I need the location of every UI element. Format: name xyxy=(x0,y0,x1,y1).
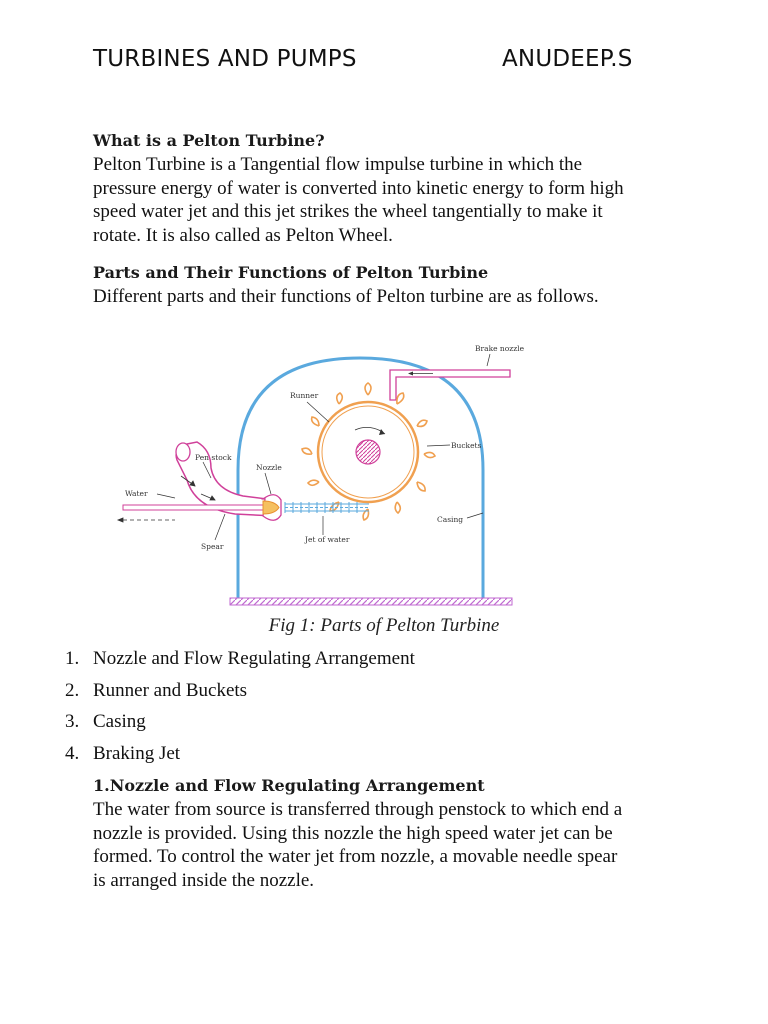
water-jet xyxy=(285,502,369,513)
section-heading-nozzle: 1.Nozzle and Flow Regulating Arrangement xyxy=(93,776,485,795)
label-water: Water xyxy=(125,489,148,498)
intro-line-4: rotate. It is also called as Pelton Wheel. xyxy=(93,224,393,246)
list-item-number: 3. xyxy=(65,711,80,732)
list-item-number: 1. xyxy=(65,648,80,669)
label-casing: Casing xyxy=(437,515,464,524)
nozzle-line-1: The water from source is transferred through penstock to which end a xyxy=(93,799,623,820)
intro-line-3: speed water jet and this jet strikes the wheel tangentially to make it xyxy=(93,201,603,222)
list-item xyxy=(65,742,415,774)
list-item xyxy=(65,710,415,742)
label-pen-stock: Pen stock xyxy=(195,453,232,462)
figure-caption: Fig 1: Parts of Pelton Turbine xyxy=(268,615,500,636)
label-brake-nozzle: Brake nozzle xyxy=(475,344,525,353)
label-jet-of-water: Jet of water xyxy=(305,535,350,544)
intro-line-1: Pelton Turbine is a Tangential flow impulse turbine in which the xyxy=(93,154,583,175)
list-item-label: Casing xyxy=(93,711,146,732)
label-nozzle: Nozzle xyxy=(256,463,282,472)
label-buckets: Buckets xyxy=(451,441,482,450)
list-item xyxy=(65,679,415,711)
section-heading-what-is: What is a Pelton Turbine? xyxy=(93,131,325,150)
nozzle-line-3: formed. To control the water jet from nozzle, a movable needle spear xyxy=(93,846,618,867)
header-author: ANUDEEP.S xyxy=(502,46,633,72)
section-heading-parts: Parts and Their Functions of Pelton Turbine xyxy=(93,263,489,282)
base-plate xyxy=(230,598,512,605)
spear-rod xyxy=(123,505,273,510)
list-item-label: Runner and Buckets xyxy=(93,679,248,701)
pelton-turbine-diagram xyxy=(115,330,535,610)
runner-wheel xyxy=(318,402,418,502)
intro-line-2: pressure energy of water is converted into kinetic energy to form high xyxy=(93,177,624,199)
parts-intro: Different parts and their functions of Pelton turbine are as follows. xyxy=(93,286,599,307)
nozzle-line-2: nozzle is provided. Using this nozzle the high speed water jet can be xyxy=(93,822,613,844)
label-spear: Spear xyxy=(201,542,224,551)
header-subject: TURBINES AND PUMPS xyxy=(93,46,357,72)
nozzle-line-4: is arranged inside the nozzle. xyxy=(93,869,315,891)
list-item-number: 2. xyxy=(65,679,80,701)
list-item-number: 4. xyxy=(65,742,80,764)
label-runner: Runner xyxy=(290,391,319,400)
parts-list xyxy=(65,647,415,773)
list-item-label: Braking Jet xyxy=(93,742,181,764)
list-item-label: Nozzle and Flow Regulating Arrangement xyxy=(93,648,415,669)
list-item xyxy=(65,647,415,679)
